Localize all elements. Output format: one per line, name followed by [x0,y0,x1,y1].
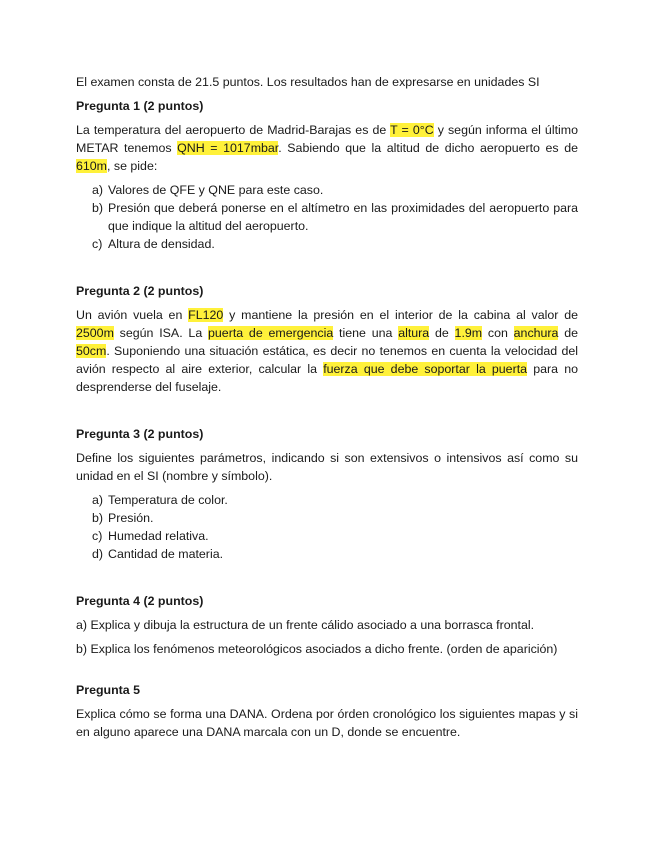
question-3 [76,425,578,563]
list-item-label: c) [92,237,103,251]
question-1 [76,97,578,253]
question-2-title: Pregunta 2 (2 puntos) [76,284,204,298]
question-3-list [76,491,578,563]
question-5-title: Pregunta 5 [76,683,141,697]
exam-intro: El examen consta de 21.5 puntos. Los resultados han de expresarse en unidades SI [76,75,540,89]
question-1-list [76,181,578,253]
text-run: y mantiene la presión en el interior de la cabina al valor de [223,308,578,322]
list-item [76,491,578,509]
list-item [76,235,578,253]
list-item [76,199,578,235]
question-3-statement: Define los siguientes parámetros, indicando si son extensivos o intensivos así como su unidad en el SI (nombre y símbolo). [76,451,578,483]
highlight-altitude: 610m [76,159,107,173]
highlight-door-force: fuerza que debe soportar la puerta [323,362,528,376]
list-item-label: d) [92,547,104,561]
list-item-text: Altura de densidad. [108,237,215,251]
highlight-emergency-door: puerta de emergencia [208,326,334,340]
list-item-text: Valores de QFE y QNE para este caso. [108,183,324,197]
text-run: y según informa el último METAR tenemos [76,123,578,155]
highlight-flight-level: FL120 [188,308,224,322]
text-run: Un avión vuela en [76,308,189,322]
highlight-width-value: 50cm [76,344,107,358]
question-4-part-a: a) Explica y dibuja la estructura de un frente cálido asociado a una borrasca frontal. [76,618,535,632]
question-3-title: Pregunta 3 (2 puntos) [76,427,204,441]
highlight-cabin-altitude: 2500m [76,326,114,340]
list-item-text: Presión que deberá ponerse en el altímetro en las proximidades del aeropuerto para que indique la altitud del aeropuerto. [108,201,578,233]
list-item-text: Cantidad de materia. [108,547,224,561]
highlight-height: altura [398,326,430,340]
question-4-title: Pregunta 4 (2 puntos) [76,594,204,608]
text-run: con [482,326,514,340]
list-item-label: c) [92,529,103,543]
highlight-height-value: 1.9m [454,326,483,340]
question-4 [76,592,578,658]
list-item-label: a) [92,493,104,507]
list-item [76,527,578,545]
text-run: según ISA. La [113,326,209,340]
text-run: La temperatura del aeropuerto de Madrid-Barajas es de [76,123,391,137]
list-item-text: Temperatura de color. [108,493,228,507]
highlight-qnh: QNH = 1017mbar [177,141,279,155]
exam-page [76,73,578,770]
question-2-statement [76,306,578,396]
text-run: de [429,326,455,340]
question-1-title: Pregunta 1 (2 puntos) [76,99,204,113]
list-item-label: b) [92,201,104,215]
list-item-text: Humedad relativa. [108,529,209,543]
text-run: de [558,326,579,340]
text-run: , se pide: [107,159,158,173]
list-item-label: b) [92,511,104,525]
list-item [76,509,578,527]
text-run: . Sabiendo que la altitud de dicho aeropuerto es de [278,141,579,155]
question-1-statement [76,121,578,175]
highlight-temperature: T = 0°C [390,123,434,137]
question-5-statement: Explica cómo se forma una DANA. Ordena por órden cronológico los siguientes mapas y si en alguno aparece una DANA marcala con un D, donde se encuentre. [76,707,578,739]
list-item-label: a) [92,183,104,197]
list-item [76,545,578,563]
question-2 [76,282,578,396]
text-run: . Suponiendo una situación estática, es decir no tenemos en cuenta la velocidad del avión respecto al aire exterior, calcular la [76,344,578,376]
list-item-text: Presión. [108,511,154,525]
text-run: para no desprenderse del fuselaje. [76,362,579,394]
list-item [76,181,578,199]
question-4-part-b: b) Explica los fenómenos meteorológicos asociados a dicho frente. (orden de aparición) [76,642,558,656]
highlight-width: anchura [513,326,559,340]
text-run: tiene una [333,326,399,340]
question-5 [76,681,578,741]
